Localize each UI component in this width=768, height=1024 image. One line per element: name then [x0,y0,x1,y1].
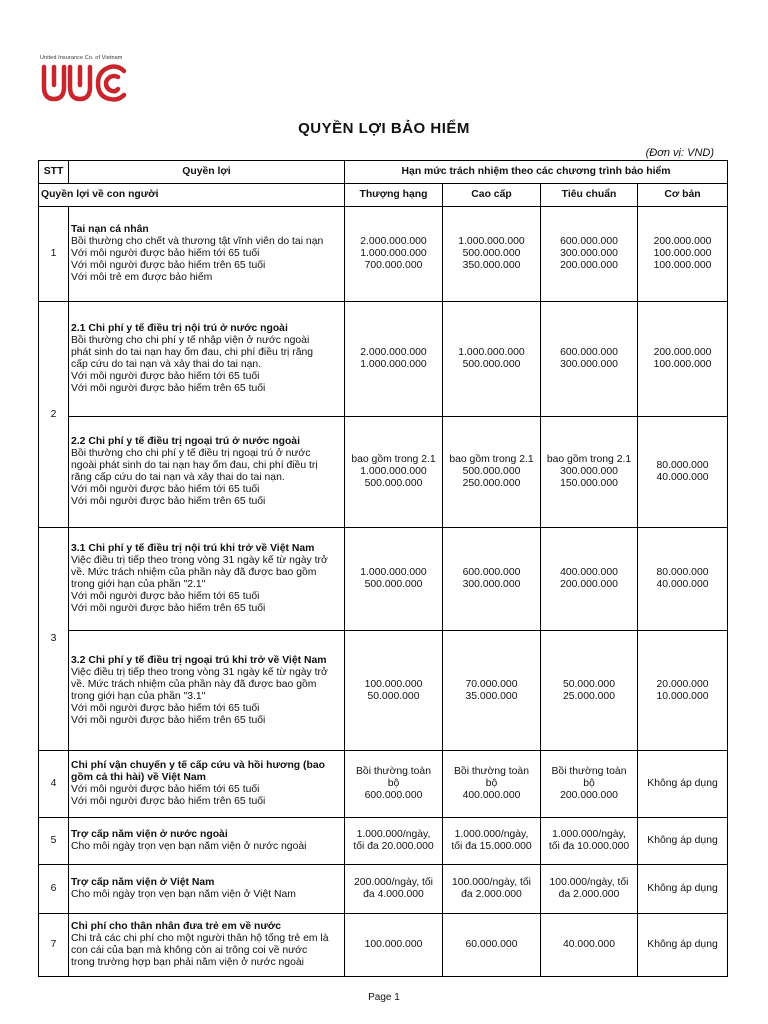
benefit-description [69,865,345,914]
limit-value: Bồi thường toàn [551,766,627,777]
limit-value: 40.000.000 [656,579,709,590]
limit-cell [345,751,443,818]
benefit-detail-line: Việc điều trị tiếp theo trong vòng 31 ngày kể từ ngày trở [71,555,328,566]
benefit-detail-line: Chi trả các chi phí cho một người thân hộ tống trẻ em là [71,933,329,944]
benefit-description [69,528,345,631]
limit-cell [443,631,541,751]
limit-value: 300.000.000 [560,248,618,259]
limit-cell [443,207,541,302]
limit-value: 100.000.000 [364,939,423,950]
benefit-description [69,631,345,751]
benefit-detail-line: răng cấp cứu do tai nạn và xảy thai do tai nạn. [71,472,285,483]
limit-value: tối đa 10.000.000 [548,841,630,852]
benefit-detail-line: Với mỗi người được bảo hiểm tới 65 tuổi [71,371,260,382]
table-row [39,302,728,417]
limit-value: 200.000.000 [653,347,712,358]
limit-value: bao gồm trong 2.1 [449,454,534,465]
limit-value: 60.000.000 [465,939,518,950]
limit-value: 25.000.000 [562,690,615,702]
limit-cell [345,207,443,302]
limit-value: 1.000.000.000 [360,466,427,477]
benefit-heading: 2.1 Chi phí y tế điều trị nội trú ở nước ngoài [71,323,288,334]
limit-cell [638,528,728,631]
limit-value: đa 4.000.000 [363,889,424,900]
limit-value: 20.000.000 [656,678,709,690]
limit-value: 2.000.000.000 [360,347,427,358]
limit-cell [443,751,541,818]
limit-value: bộ [485,778,498,789]
limit-cell [638,417,728,528]
limit-value: 200.000.000 [560,579,618,590]
limit-cell [638,751,728,818]
benefit-heading: 3.2 Chi phí y tế điều trị ngoại trú khi trở về Việt Nam [71,654,327,666]
limit-value: bao gồm trong 2.1 [351,454,436,465]
benefit-detail-line: Bồi thường cho chi phí y tế điều trị ngoại trú ở nước [71,448,311,459]
limit-value: 400.000.000 [560,567,618,578]
limit-value: 200.000/ngày, tối [354,877,433,888]
limit-value: 600.000.000 [462,567,521,578]
currency-unit: (Đơn vị: VND) [645,147,714,159]
column-header-stt: STT [39,161,69,184]
limit-cell [443,302,541,417]
limit-value: 100.000.000 [653,248,712,259]
column-header-benefit: Quyền lợi [69,161,345,184]
benefit-heading: 2.2 Chi phí y tế điều trị ngoại trú ở nước ngoài [71,436,300,447]
limit-value: 200.000.000 [653,236,712,247]
benefit-detail-line: Với mỗi người được bảo hiểm tới 65 tuổi [71,248,260,259]
limit-value: 1.000.000.000 [360,359,427,370]
table-row [39,207,728,302]
limit-value: 100.000.000 [364,678,423,690]
benefit-description [69,302,345,417]
benefit-heading: Trợ cấp nằm viện ở Việt Nam [71,877,215,888]
row-number: 6 [39,865,69,914]
benefit-detail-line: phát sinh do tai nạn hay ốm đau, chi phí điều trị răng [71,347,314,358]
table-row [39,528,728,631]
limit-value: Bồi thường toàn [355,766,431,777]
limit-value: 200.000.000 [560,260,618,271]
benefit-detail-line: Với mỗi người được bảo hiểm trên 65 tuổi [71,383,266,394]
limit-value: 1.000.000.000 [458,236,525,247]
benefit-detail-line: Với mỗi người được bảo hiểm trên 65 tuổi [71,260,266,271]
limit-cell [541,528,638,631]
limit-cell [541,865,638,914]
limit-cell [345,417,443,528]
table-row [39,818,728,865]
benefit-description [69,914,345,977]
limit-value: 300.000.000 [560,466,618,477]
limit-value: 500.000.000 [364,579,423,590]
limit-value: 500.000.000 [462,466,521,477]
benefit-detail-line: Với mỗi người được bảo hiểm trên 65 tuổi [71,603,266,614]
page-footer: Page 1 [368,992,400,1003]
benefit-detail-line: về. Mức trách nhiệm của phần này đã được bao gồm [71,678,317,690]
row-number: 7 [39,914,69,977]
benefit-heading: Chi phí cho thân nhân đưa trẻ em về nước [71,921,282,932]
limit-value: tối đa 20.000.000 [353,841,434,852]
limit-value: 700.000.000 [364,260,423,271]
limit-value: 500.000.000 [364,478,423,489]
row-number: 5 [39,818,69,865]
limit-cell [443,865,541,914]
limit-cell [443,528,541,631]
table-row [39,631,728,751]
limit-cell [541,417,638,528]
benefit-detail-line: Với mỗi người được bảo hiểm tới 65 tuổi [71,484,260,495]
benefit-detail-line: cấp cứu do tai nạn và xảy thai do tai nạn. [71,359,262,370]
limit-value: 200.000.000 [560,790,618,801]
table-row [39,865,728,914]
limit-value: bộ [583,778,595,789]
limit-value: Không áp dụng [647,883,718,894]
row-number: 2 [39,302,69,528]
benefit-detail-line: trong giới hạn của phần "3.1" [71,690,206,702]
benefit-detail-line: ngoài phát sinh do tai nạn hay ốm đau, chi phí điều trị [71,460,318,471]
limit-value: 80.000.000 [656,460,709,471]
limit-value: Không áp dụng [647,939,718,950]
limit-value: 1.000.000/ngày, [454,829,529,840]
limit-value: 100.000.000 [653,260,712,271]
limit-value: 350.000.000 [462,260,521,271]
limit-value: 100.000/ngày, tối [452,877,531,888]
limit-cell [638,302,728,417]
row-number: 3 [39,528,69,751]
limit-value: đa 2.000.000 [461,889,522,900]
limit-value: 300.000.000 [560,359,618,370]
table-row [39,417,728,528]
row-number: 1 [39,207,69,302]
limit-cell [541,302,638,417]
limit-value: 50.000.000 [562,678,615,690]
benefits-table [38,160,728,977]
plan-header: Cơ bản [638,184,728,207]
limit-value: 10.000.000 [656,690,709,702]
group-label: Quyền lợi về con người [39,184,345,207]
limit-value: Không áp dụng [647,778,718,789]
limit-value: 250.000.000 [462,478,521,489]
table-row [39,751,728,818]
limit-cell [638,914,728,977]
limit-value: 35.000.000 [465,690,518,702]
benefit-detail-line: Với mỗi người được bảo hiểm tới 65 tuổi [71,591,260,602]
limit-cell [541,818,638,865]
table-header-row [39,161,728,184]
benefit-description [69,818,345,865]
page-title: QUYỀN LỢI BẢO HIỂM [298,120,470,137]
benefit-detail-line: trong giới hạn của phần "2.1" [71,579,206,590]
benefit-detail-line: về. Mức trách nhiệm của phần này đã được bao gồm [71,567,317,578]
limit-cell [638,631,728,751]
plan-header: Tiêu chuẩn [541,184,638,207]
limit-value: 100.000.000 [653,359,712,370]
benefit-heading: Chi phí vận chuyển y tế cấp cứu và hồi hương (bao [71,760,325,771]
limit-value: 80.000.000 [656,567,709,578]
limit-cell [443,914,541,977]
table-row [39,914,728,977]
limit-value: đa 2.000.000 [558,889,620,900]
benefit-heading: Tai nạn cá nhân [71,224,149,235]
limit-value: 70.000.000 [465,678,518,690]
column-header-limits: Hạn mức trách nhiệm theo các chương trình bảo hiểm [345,161,728,184]
limit-value: bao gồm trong 2.1 [546,454,632,465]
limit-cell [541,751,638,818]
row-number: 4 [39,751,69,818]
limit-value: tối đa 15.000.000 [451,841,532,852]
benefit-detail-line: Với mỗi trẻ em được bảo hiểm [71,272,213,283]
benefit-detail-line: Với mỗi người được bảo hiểm tới 65 tuổi [71,702,260,714]
limit-value: 2.000.000.000 [360,236,427,247]
benefit-heading: Trợ cấp nằm viện ở nước ngoài [71,829,228,840]
limit-value: 1.000.000.000 [360,248,427,259]
limit-value: 500.000.000 [462,359,521,370]
benefit-detail-line: Với mỗi người được bảo hiểm trên 65 tuổi [71,796,266,807]
limit-value: bộ [387,778,400,789]
limit-cell [638,818,728,865]
limit-value: 500.000.000 [462,248,521,259]
limit-cell [638,865,728,914]
company-logo [38,55,130,107]
limit-value: 1.000.000/ngày, [356,829,431,840]
limit-value: 600.000.000 [560,347,618,358]
plan-header: Cao cấp [443,184,541,207]
plan-header: Thượng hạng [345,184,443,207]
limit-cell [638,207,728,302]
benefit-description [69,417,345,528]
benefit-description [69,751,345,818]
limit-cell [345,818,443,865]
benefit-description [69,207,345,302]
benefit-detail-line: Bồi thường cho chi phí y tế nhập viện ở nước ngoài [71,335,310,346]
benefit-detail-line: Với mỗi người được bảo hiểm trên 65 tuổi [71,714,266,726]
benefit-detail-line: Bồi thường cho chết và thương tật vĩnh viễn do tai nạn [71,236,324,247]
limit-cell [443,818,541,865]
limit-value: 600.000.000 [560,236,618,247]
limit-value: 300.000.000 [462,579,521,590]
limit-value: 1.000.000.000 [458,347,525,358]
benefit-detail-line: con cái của bạn mà không còn ai trông coi về nước [71,945,308,956]
table-subheader-row [39,184,728,207]
limit-value: 150.000.000 [560,478,618,489]
limit-value: 1.000.000/ngày, [552,829,626,840]
benefit-detail-line: Với mỗi người được bảo hiểm tới 65 tuổi [71,784,260,795]
limit-value: 600.000.000 [364,790,423,801]
limit-cell [541,914,638,977]
benefit-detail-line: Cho mỗi ngày trọn vẹn bạn nằm viện ở nước ngoài [71,841,307,852]
benefit-heading: 3.1 Chi phí y tế điều trị nội trú khi trở về Việt Nam [71,543,315,554]
limit-cell [345,631,443,751]
limit-value: Không áp dụng [647,835,718,846]
limit-value: Bồi thường toàn [453,766,529,777]
logo-caption: United Insurance Co. of Vietnam [40,55,123,61]
benefit-detail-line: Với mỗi người được bảo hiểm trên 65 tuổi [71,496,266,507]
benefit-detail-line: Việc điều trị tiếp theo trong vòng 31 ngày kể từ ngày trở [71,666,328,678]
benefit-detail-line: Cho mỗi ngày trọn vẹn bạn nằm viện ở Việt Nam [71,889,296,900]
benefit-detail-line: trong trường hợp bạn phải nằm viện ở nước ngoài [71,957,304,968]
limit-value: 400.000.000 [462,790,521,801]
limit-cell [345,865,443,914]
limit-value: 40.000.000 [562,939,615,950]
limit-value: 40.000.000 [656,472,709,483]
limit-value: 100.000/ngày, tối [549,877,629,888]
limit-cell [541,207,638,302]
limit-cell [345,302,443,417]
limit-cell [541,631,638,751]
benefit-heading: gồm cả thi hài) về Việt Nam [71,772,206,783]
limit-cell [443,417,541,528]
limit-cell [345,914,443,977]
limit-cell [345,528,443,631]
limit-value: 50.000.000 [367,690,420,702]
limit-value: 1.000.000.000 [360,567,427,578]
